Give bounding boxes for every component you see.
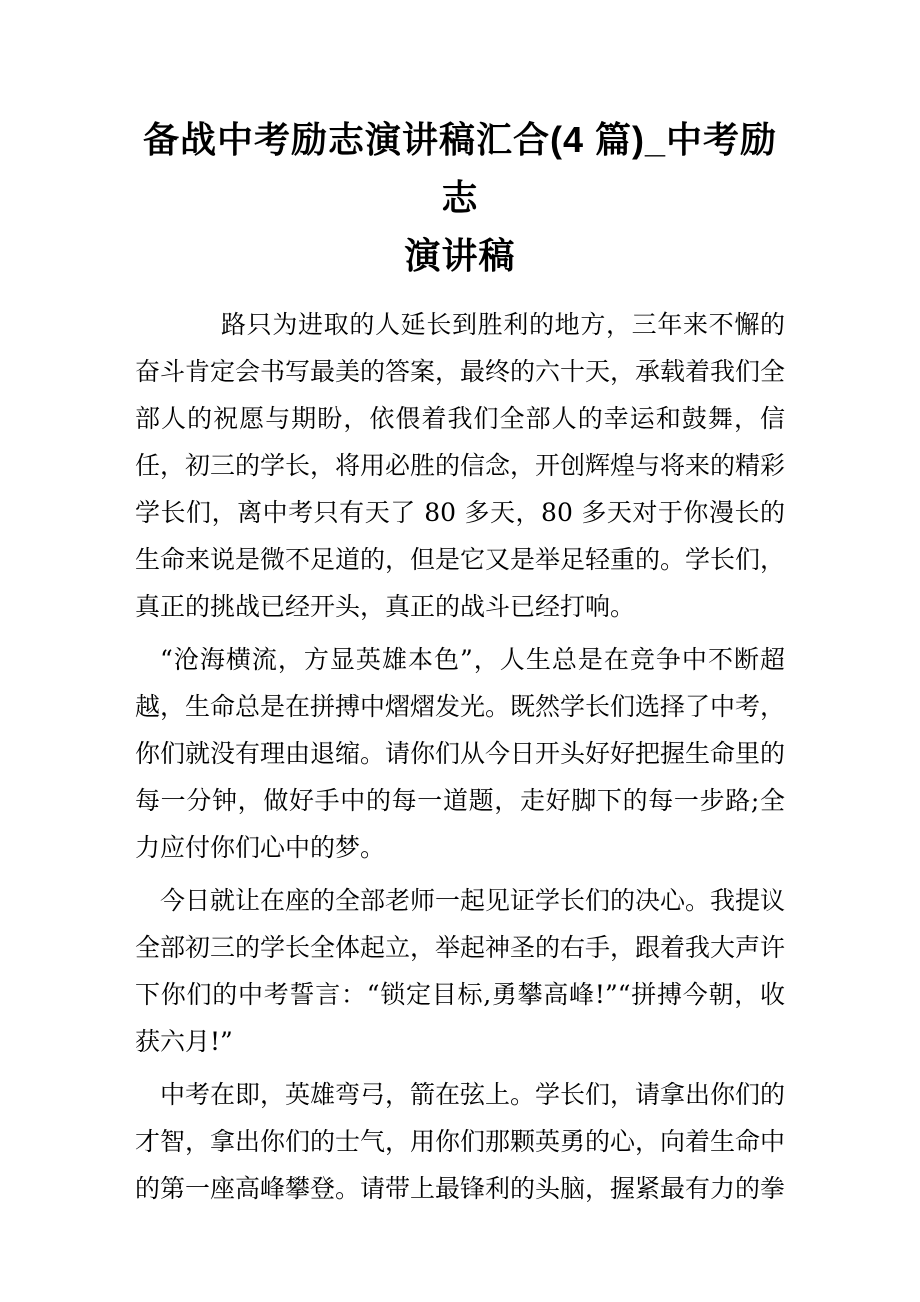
paragraph-1: 路只为进取的人延长到胜利的地方，三年来不懈的奋斗肯定会书写最美的答案，最终的六十天，承载着我们全部人的祝愿与期盼，依偎着我们全部人的幸运和鼓舞，信任，初三的学长，将用必胜的信念，开创辉煌与将来的精彩学长们，离中考只有天了 80 多天，80 多天对于你漫长的生命来说是微不足道的，但是它又是举足轻重的。学长们，真正的挑战已经开头，真正的战斗已经打响。 bbox=[135, 310, 786, 621]
paragraph-2: “沧海横流，方显英雄本色”，人生总是在竞争中不断超越，生命总是在拼搏中熠熠发光。既然学长们选择了中考，你们就没有理由退缩。请你们从今日开头好好把握生命里的每一分钟，做好手中的每一道题，走好脚下的每一步路;全力应付你们心中的梦。 bbox=[135, 645, 786, 862]
document-title bbox=[135, 111, 785, 285]
document-title-line-1: 备战中考励志演讲稿汇合(4 篇)_中考励志 bbox=[142, 119, 778, 218]
document-body bbox=[135, 301, 785, 1212]
paragraph-4: 中考在即，英雄弯弓，箭在弦上。学长们，请拿出你们的才智，拿出你们的士气，用你们那颗英勇的心，向着生命中的第一座高峰攀登。请带上最锋利的头脑，握紧最有力的拳 bbox=[135, 1080, 786, 1203]
document-title-line-2: 演讲稿 bbox=[404, 235, 516, 276]
paragraph-3: 今日就让在座的全部老师一起见证学长们的决心。我提议全部初三的学长全体起立，举起神圣的右手，跟着我大声许下你们的中考誓言：“锁定目标,勇攀高峰!”“拼搏今朝，收获六月!” bbox=[135, 886, 786, 1056]
